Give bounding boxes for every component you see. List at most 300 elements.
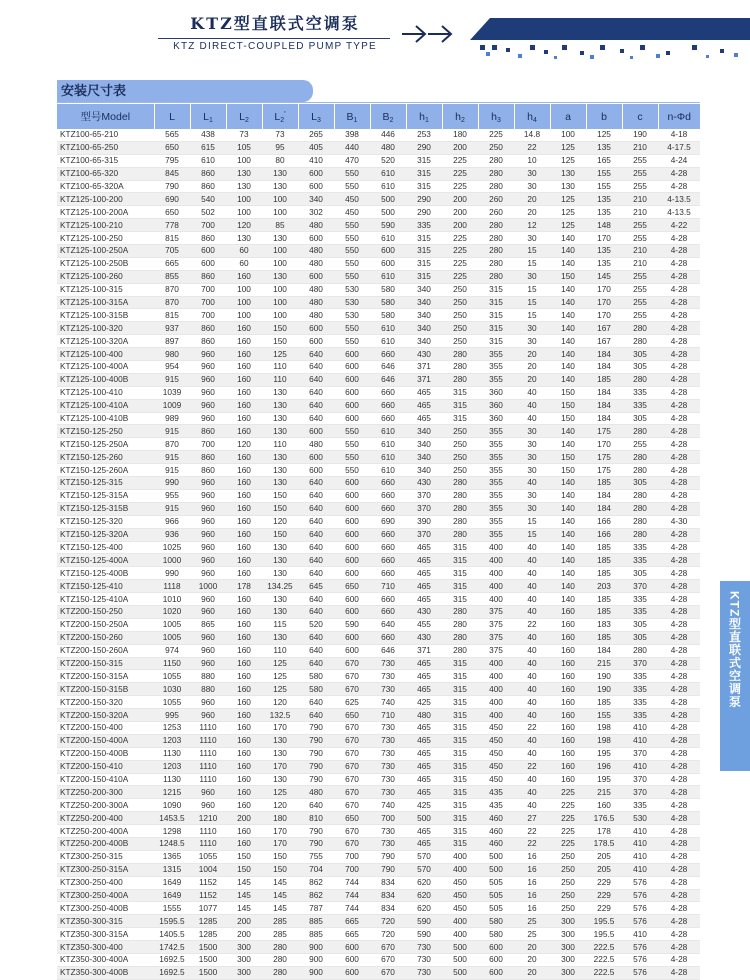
dimension-cell: 140 — [550, 361, 586, 374]
dimension-cell: 315 — [406, 232, 442, 245]
dimension-cell: 640 — [370, 618, 406, 631]
dimension-cell: 450 — [334, 206, 370, 219]
dimension-cell: 30 — [514, 322, 550, 335]
dimension-cell: 885 — [298, 928, 334, 941]
dimension-cell: 600 — [334, 489, 370, 502]
dimension-cell: 20 — [514, 348, 550, 361]
dimension-cell: 73 — [226, 129, 262, 141]
dimension-cell: 660 — [370, 489, 406, 502]
dimension-cell: 280 — [262, 941, 298, 954]
dimension-cell: 315 — [442, 709, 478, 722]
table-row — [57, 670, 700, 683]
dimension-cell: 14.8 — [514, 129, 550, 141]
dimension-cell: 960 — [190, 554, 226, 567]
dimension-cell: 180 — [442, 129, 478, 141]
dimension-cell: 160 — [226, 631, 262, 644]
dimension-cell: 135 — [586, 245, 622, 258]
dimension-cell: 1203 — [154, 734, 190, 747]
dimension-cell: 1055 — [190, 850, 226, 863]
dimension-cell: 600 — [298, 425, 334, 438]
dimension-cell: 665 — [334, 915, 370, 928]
section-divider — [57, 102, 700, 103]
dimension-cell: 290 — [406, 206, 442, 219]
table-row — [57, 141, 700, 154]
dimension-cell: 550 — [334, 180, 370, 193]
dimension-cell: 540 — [190, 193, 226, 206]
dimension-cell: 100 — [226, 296, 262, 309]
dimension-cell: 1692.5 — [154, 954, 190, 967]
dimension-cell: 140 — [550, 348, 586, 361]
dimension-cell: 550 — [334, 245, 370, 258]
dimension-cell: 371 — [406, 361, 442, 374]
dimension-cell: 160 — [226, 657, 262, 670]
dimension-cell: 870 — [154, 296, 190, 309]
dimension-cell: 40 — [514, 799, 550, 812]
dimension-cell: 175 — [586, 425, 622, 438]
dimension-cell: 184 — [586, 348, 622, 361]
dimension-cell: 340 — [406, 322, 442, 335]
dimension-cell: 170 — [262, 721, 298, 734]
table-row — [57, 167, 700, 180]
dimension-cell: 600 — [334, 386, 370, 399]
dimension-cell: 130 — [550, 180, 586, 193]
dimension-cell: 360 — [478, 386, 514, 399]
dimension-cell: 1000 — [154, 554, 190, 567]
dimension-cell: 954 — [154, 361, 190, 374]
dimension-cell: 134.25 — [262, 580, 298, 593]
dimension-cell: 4-28 — [658, 580, 700, 593]
table-row — [57, 361, 700, 374]
dimension-cell: 160 — [226, 734, 262, 747]
dimension-cell: 340 — [298, 193, 334, 206]
table-row — [57, 515, 700, 528]
dimension-cell: 140 — [550, 541, 586, 554]
dimension-cell: 176.5 — [586, 812, 622, 825]
dimension-cell: 253 — [406, 129, 442, 141]
dimension-cell: 580 — [298, 670, 334, 683]
dimension-cell: 280 — [622, 528, 658, 541]
model-cell: KTZ250-200-300A — [57, 799, 154, 812]
dimension-cell: 60 — [226, 245, 262, 258]
dimension-cell: 620 — [406, 876, 442, 889]
dimension-cell: 160 — [226, 837, 262, 850]
dimension-cell: 290 — [406, 141, 442, 154]
dimension-cell: 315 — [442, 412, 478, 425]
dimension-cell: 550 — [334, 219, 370, 232]
dimension-cell: 755 — [298, 850, 334, 863]
dimension-cell: 670 — [370, 954, 406, 967]
dimension-cell: 590 — [406, 915, 442, 928]
dimension-cell: 200 — [226, 915, 262, 928]
dimension-cell: 250 — [442, 335, 478, 348]
dimension-cell: 100 — [262, 193, 298, 206]
dimension-cell: 640 — [298, 412, 334, 425]
dimension-cell: 670 — [370, 966, 406, 979]
table-row — [57, 618, 700, 631]
column-header — [298, 104, 334, 129]
dimension-cell: 160 — [550, 773, 586, 786]
model-cell: KTZ125-100-410 — [57, 386, 154, 399]
dimension-cell: 16 — [514, 902, 550, 915]
dimension-cell: 480 — [298, 245, 334, 258]
dimension-cell: 255 — [622, 154, 658, 167]
dimension-cell: 590 — [334, 618, 370, 631]
dimension-cell: 640 — [298, 799, 334, 812]
dimension-cell: 4-28 — [658, 644, 700, 657]
dimension-cell: 280 — [622, 489, 658, 502]
dimension-cell: 160 — [550, 721, 586, 734]
dimension-cell: 4-28 — [658, 941, 700, 954]
dimension-cell: 650 — [154, 206, 190, 219]
dimension-cell: 1365 — [154, 850, 190, 863]
model-cell: KTZ125-100-315 — [57, 283, 154, 296]
dimension-cell: 140 — [550, 438, 586, 451]
dimension-cell: 405 — [298, 141, 334, 154]
dimension-cell: 130 — [262, 734, 298, 747]
dimension-cell: 400 — [478, 709, 514, 722]
dimension-cell: 40 — [514, 477, 550, 490]
dimension-cell: 845 — [154, 167, 190, 180]
dimension-cell: 280 — [622, 373, 658, 386]
dimension-cell: 1315 — [154, 863, 190, 876]
dimension-cell: 400 — [478, 696, 514, 709]
dimension-cell: 500 — [478, 850, 514, 863]
dimension-cell: 130 — [226, 180, 262, 193]
dimension-cell: 960 — [190, 799, 226, 812]
dimension-cell: 210 — [622, 257, 658, 270]
dimension-cell: 315 — [442, 567, 478, 580]
dimension-cell: 600 — [298, 232, 334, 245]
dimension-cell: 625 — [334, 696, 370, 709]
dimension-cell: 955 — [154, 489, 190, 502]
model-cell: KTZ100-65-320A — [57, 180, 154, 193]
dimension-cell: 730 — [370, 747, 406, 760]
column-header — [370, 104, 406, 129]
dimension-cell: 580 — [370, 296, 406, 309]
dimension-cell: 730 — [370, 683, 406, 696]
dimension-cell: 640 — [298, 567, 334, 580]
dimension-cell: 465 — [406, 657, 442, 670]
double-arrow-icon — [400, 22, 460, 46]
column-header — [57, 104, 154, 129]
dimension-cell: 140 — [550, 593, 586, 606]
dimension-cell: 125 — [550, 206, 586, 219]
model-cell: KTZ300-250-400A — [57, 889, 154, 902]
dimension-cell: 195 — [586, 747, 622, 760]
table-row — [57, 580, 700, 593]
dimension-cell: 300 — [226, 954, 262, 967]
dimension-cell: 160 — [550, 631, 586, 644]
dimension-cell: 700 — [190, 309, 226, 322]
dimension-cell: 4-28 — [658, 683, 700, 696]
dimension-cell: 315 — [478, 283, 514, 296]
dimension-cell: 620 — [406, 889, 442, 902]
dimension-cell: 280 — [478, 167, 514, 180]
dimension-cell: 155 — [586, 709, 622, 722]
dimension-cell: 960 — [190, 373, 226, 386]
dimension-cell: 135 — [586, 193, 622, 206]
dimension-cell: 145 — [586, 270, 622, 283]
dimension-cell: 4-24 — [658, 154, 700, 167]
table-row — [57, 129, 700, 141]
dimension-cell: 570 — [406, 863, 442, 876]
dimension-cell: 450 — [478, 747, 514, 760]
dimension-cell: 500 — [406, 812, 442, 825]
dimension-cell: 1009 — [154, 399, 190, 412]
dimension-cell: 400 — [478, 657, 514, 670]
dimension-cell: 440 — [334, 141, 370, 154]
dimension-cell: 130 — [262, 425, 298, 438]
dimension-cell: 480 — [298, 786, 334, 799]
dimension-cell: 200 — [442, 141, 478, 154]
dimension-cell: 600 — [190, 257, 226, 270]
model-cell: KTZ150-125-410A — [57, 593, 154, 606]
dimension-cell: 4-28 — [658, 477, 700, 490]
dimension-cell: 110 — [262, 373, 298, 386]
dimension-cell: 160 — [226, 335, 262, 348]
dimension-cell: 255 — [622, 219, 658, 232]
model-cell: KTZ125-100-260 — [57, 270, 154, 283]
table-row — [57, 954, 700, 967]
table-row — [57, 593, 700, 606]
dimension-cell: 450 — [478, 760, 514, 773]
dimension-cell: 1130 — [154, 773, 190, 786]
dimension-cell: 30 — [514, 489, 550, 502]
dimension-cell: 115 — [262, 618, 298, 631]
dimension-cell: 660 — [370, 541, 406, 554]
dimension-cell: 4-28 — [658, 954, 700, 967]
dimension-cell: 140 — [550, 373, 586, 386]
dimension-cell: 190 — [622, 129, 658, 141]
dimension-cell: 590 — [406, 928, 442, 941]
dimension-cell: 670 — [334, 747, 370, 760]
dimension-cell: 500 — [442, 941, 478, 954]
dimension-cell: 4-28 — [658, 786, 700, 799]
dimension-cell: 30 — [514, 425, 550, 438]
dimension-cell: 225 — [550, 786, 586, 799]
column-header — [262, 104, 298, 129]
dimension-cell: 30 — [514, 438, 550, 451]
dimension-cell: 4-28 — [658, 309, 700, 322]
dimension-cell: 255 — [622, 309, 658, 322]
table-row — [57, 528, 700, 541]
dimension-cell: 160 — [226, 477, 262, 490]
dimension-cell: 1152 — [190, 889, 226, 902]
table-row — [57, 644, 700, 657]
dimension-cell: 600 — [298, 180, 334, 193]
dimension-cell: 650 — [334, 709, 370, 722]
dimension-cell: 300 — [550, 954, 586, 967]
column-header-subscript: 1 — [424, 116, 429, 124]
dimension-cell: 4-28 — [658, 399, 700, 412]
column-header-main: B — [382, 110, 390, 123]
dimension-cell: 505 — [478, 876, 514, 889]
dimension-cell: 255 — [622, 232, 658, 245]
dimension-cell: 670 — [334, 773, 370, 786]
dimension-cell: 110 — [262, 361, 298, 374]
dimension-cell: 255 — [622, 283, 658, 296]
dimension-cell: 160 — [226, 721, 262, 734]
dimension-cell: 990 — [154, 567, 190, 580]
dimension-cell: 744 — [334, 876, 370, 889]
dimension-cell: 140 — [550, 567, 586, 580]
dimension-cell: 4-28 — [658, 567, 700, 580]
dimension-cell: 196 — [586, 760, 622, 773]
dimension-cell: 130 — [262, 554, 298, 567]
dimension-cell: 16 — [514, 876, 550, 889]
dimension-cell: 190 — [586, 670, 622, 683]
dimension-cell: 740 — [370, 799, 406, 812]
dimension-cell: 700 — [190, 283, 226, 296]
dimension-cell: 600 — [298, 335, 334, 348]
dimension-cell: 1203 — [154, 760, 190, 773]
dimension-cell: 900 — [298, 941, 334, 954]
table-row — [57, 154, 700, 167]
dimension-cell: 4-28 — [658, 283, 700, 296]
dimension-cell: 22 — [514, 760, 550, 773]
dimension-cell: 610 — [370, 335, 406, 348]
dimension-cell: 705 — [154, 245, 190, 258]
dimension-cell: 184 — [586, 412, 622, 425]
dimension-cell: 160 — [226, 464, 262, 477]
dimension-cell: 280 — [262, 966, 298, 979]
dimension-cell: 4-28 — [658, 167, 700, 180]
dimension-cell: 355 — [478, 451, 514, 464]
dimension-cell: 410 — [622, 721, 658, 734]
dimension-cell: 185 — [586, 541, 622, 554]
column-header-main: b — [601, 110, 607, 123]
dimension-cell: 25 — [514, 915, 550, 928]
dimension-cell: 100 — [262, 245, 298, 258]
dimension-cell: 580 — [370, 309, 406, 322]
dimension-cell: 660 — [370, 477, 406, 490]
dimension-cell: 280 — [478, 245, 514, 258]
dimension-cell: 600 — [334, 567, 370, 580]
column-header-subscript: 2 — [244, 116, 249, 124]
dimension-cell: 130 — [262, 593, 298, 606]
dimension-cell: 4-28 — [658, 928, 700, 941]
dimension-cell: 20 — [514, 966, 550, 979]
dimension-cell: 20 — [514, 954, 550, 967]
table-row — [57, 709, 700, 722]
dimension-cell: 315 — [442, 721, 478, 734]
model-cell: KTZ350-300-400B — [57, 966, 154, 979]
dimension-cell: 130 — [262, 412, 298, 425]
dimension-cell: 225 — [550, 799, 586, 812]
dimension-cell: 100 — [262, 206, 298, 219]
dimension-cell: 1215 — [154, 786, 190, 799]
dimension-cell: 145 — [226, 889, 262, 902]
dimension-cell: 897 — [154, 335, 190, 348]
dimension-cell: 130 — [262, 386, 298, 399]
dimension-cell: 880 — [190, 683, 226, 696]
column-header-main: L — [274, 110, 281, 123]
dimension-cell: 960 — [190, 567, 226, 580]
dimension-cell: 335 — [622, 605, 658, 618]
dimension-cell: 315 — [442, 399, 478, 412]
model-cell: KTZ350-300-315A — [57, 928, 154, 941]
dimension-cell: 400 — [442, 863, 478, 876]
dimension-cell: 370 — [622, 786, 658, 799]
dimension-cell: 20 — [514, 193, 550, 206]
model-cell: KTZ150-125-260A — [57, 464, 154, 477]
dimension-cell: 335 — [622, 683, 658, 696]
dimension-cell: 160 — [226, 451, 262, 464]
dimension-cell: 550 — [334, 451, 370, 464]
column-header-subscript: 2 — [460, 116, 465, 124]
dimension-cell: 670 — [334, 799, 370, 812]
dimension-cell: 610 — [370, 180, 406, 193]
table-row — [57, 438, 700, 451]
dimension-cell: 335 — [622, 799, 658, 812]
dimension-cell: 340 — [406, 451, 442, 464]
dimension-cell: 640 — [298, 605, 334, 618]
table-header-row — [57, 104, 700, 129]
dimension-cell: 960 — [190, 709, 226, 722]
dimension-cell: 160 — [586, 799, 622, 812]
dimension-cell: 1020 — [154, 605, 190, 618]
dimension-cell: 730 — [370, 760, 406, 773]
dimension-cell: 315 — [442, 593, 478, 606]
dimension-cell: 989 — [154, 412, 190, 425]
model-cell: KTZ100-65-210 — [57, 129, 154, 141]
dimension-cell: 305 — [622, 412, 658, 425]
dimension-cell: 530 — [334, 296, 370, 309]
dimension-cell: 100 — [262, 309, 298, 322]
dimension-cell: 280 — [442, 631, 478, 644]
dimension-cell: 646 — [370, 373, 406, 386]
model-cell: KTZ200-150-315 — [57, 657, 154, 670]
model-cell: KTZ200-150-400B — [57, 747, 154, 760]
dimension-cell: 315 — [442, 825, 478, 838]
dimension-cell: 740 — [370, 696, 406, 709]
model-cell: KTZ150-125-315 — [57, 477, 154, 490]
dimension-cell: 160 — [550, 696, 586, 709]
dimension-cell: 700 — [190, 219, 226, 232]
dimension-cell: 465 — [406, 825, 442, 838]
dimension-cell: 215 — [586, 657, 622, 670]
dimension-cell: 300 — [550, 966, 586, 979]
dimension-cell: 670 — [334, 670, 370, 683]
dimension-cell: 340 — [406, 296, 442, 309]
dimension-cell: 140 — [550, 257, 586, 270]
dimension-cell: 210 — [622, 141, 658, 154]
table-row — [57, 489, 700, 502]
dimension-cell: 1077 — [190, 902, 226, 915]
dimension-cell: 1152 — [190, 876, 226, 889]
dimension-cell: 570 — [406, 850, 442, 863]
table-row — [57, 799, 700, 812]
dimension-cell: 665 — [154, 257, 190, 270]
dimension-cell: 315 — [406, 257, 442, 270]
dimension-cell: 280 — [622, 464, 658, 477]
table-row — [57, 941, 700, 954]
dimension-cell: 862 — [298, 889, 334, 902]
column-header-main: n-Φd — [667, 110, 692, 123]
dimension-cell: 190 — [586, 683, 622, 696]
dimension-cell: 203 — [586, 580, 622, 593]
dimension-cell: 150 — [550, 464, 586, 477]
dimension-cell: 280 — [442, 605, 478, 618]
dimension-cell: 315 — [442, 696, 478, 709]
dimension-cell: 465 — [406, 567, 442, 580]
dimension-cell: 160 — [550, 670, 586, 683]
dimension-cell: 370 — [406, 489, 442, 502]
dimension-cell: 730 — [370, 734, 406, 747]
dimension-cell: 315 — [442, 541, 478, 554]
dimension-cell: 1210 — [190, 812, 226, 825]
dimension-cell: 185 — [586, 696, 622, 709]
